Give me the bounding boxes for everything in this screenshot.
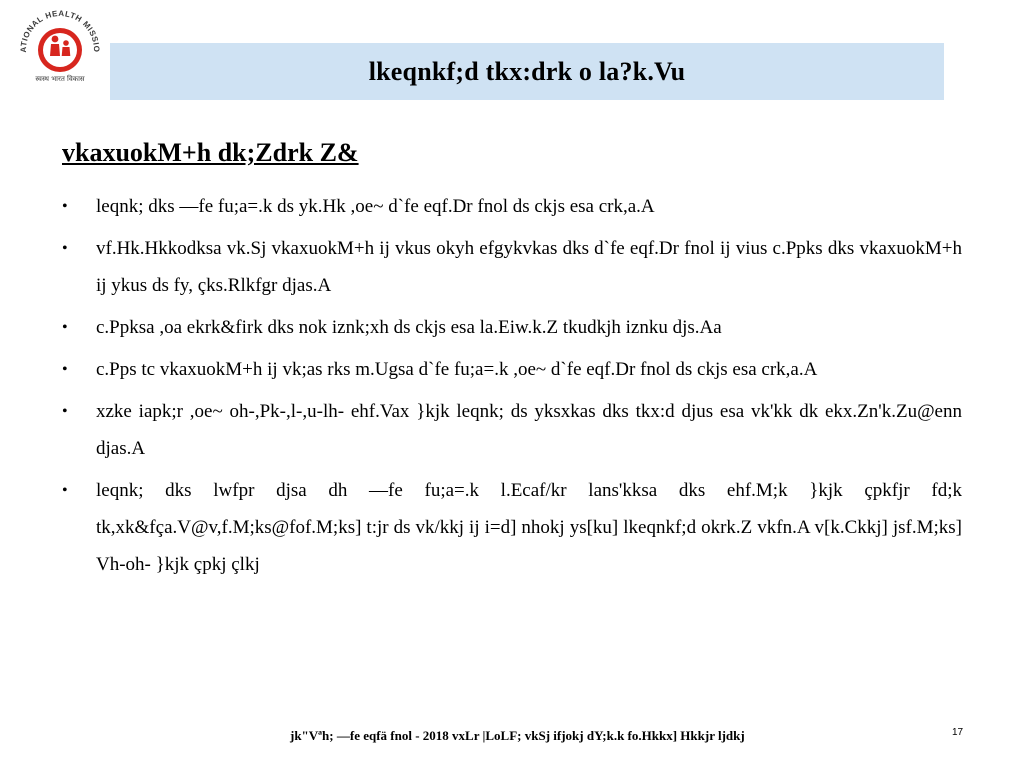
bullet-item [62, 230, 962, 304]
bullet-list [62, 188, 962, 588]
bullet-item [62, 472, 962, 583]
bullet-marker: • [62, 198, 68, 215]
bullet-marker: • [62, 482, 68, 499]
bullet-item [62, 309, 962, 346]
bullet-item [62, 188, 962, 225]
title-bar [110, 43, 944, 100]
logo-emblem-icon [14, 6, 106, 86]
bullet-marker: • [62, 361, 68, 378]
bullet-text: leqnk; dks lwfpr djsa dh —fe fu;a=.k l.Ecaf/kr lans'kksa dks ehf.M;k }kjk çpkfjr fd;k tk,xk&fça.V@v,f.M;ks@fof.M;ks] t:jr ds vk/kkj ij i=d] nhokj ys[ku] lkeqnkf;d okrk.Z vkfn.A v[k.Ckkj] jsf.M;ks] Vh-oh- }kjk çpkj çlkj [96, 480, 962, 575]
national-health-mission-logo [14, 6, 106, 86]
bullet-text: c.Pps tc vkaxuokM+h ij vk;as rks m.Ugsa d`fe fu;a=.k ,oe~ d`fe eqf.Dr fnol ds ckjs esa crk,a.A [96, 359, 818, 380]
logo-top-text: ATIONAL HEALTH MISSIO [18, 8, 102, 53]
bullet-marker: • [62, 403, 68, 420]
bullet-text: leqnk; dks —fe fu;a=.k ds yk.Hk ,oe~ d`fe eqf.Dr fnol ds ckjs esa crk,a.A [96, 196, 655, 217]
bullet-text: vf.Hk.Hkkodksa vk.Sj vkaxuokM+h ij vkus okyh efgykvkas dks d`fe eqf.Dr fnol ij vius c.Ppks dks vkaxuokM+h ij ykus ds fy, çks.Rlkfgr djas.A [96, 238, 962, 296]
bullet-text: c.Ppksa ,oa ekrk&firk dks nok iznk;xh ds ckjs esa la.Eiw.k.Z tkudkjh iznku djs.Aa [96, 317, 722, 338]
logo-tagline: स्वस्थ भारत विकास [35, 75, 85, 83]
bullet-marker: • [62, 319, 68, 336]
footer-text: jk"Vªh; —fe eqfä fnol - 2018 vxLr |LoLF; vkSj ifjokj dY;k.k fo.Hkkx] Hkkjr ljdkj [290, 728, 745, 743]
page-number: 17 [952, 727, 964, 738]
page-title: lkeqnkf;d tkx:drk o la?k.Vu [368, 56, 686, 86]
section-heading: vkaxuokM+h dk;Zdrk Z& [62, 138, 359, 167]
bullet-marker: • [62, 240, 68, 257]
bullet-text: xzke iapk;r ,oe~ oh-,Pk-,l-,u-lh- ehf.Vax }kjk leqnk; ds yksxkas dks tkx:d djus esa vk'kk dk ekx.Zn'k.Zu@enn djas.A [96, 401, 962, 459]
bullet-item [62, 393, 962, 467]
bullet-item [62, 351, 962, 388]
